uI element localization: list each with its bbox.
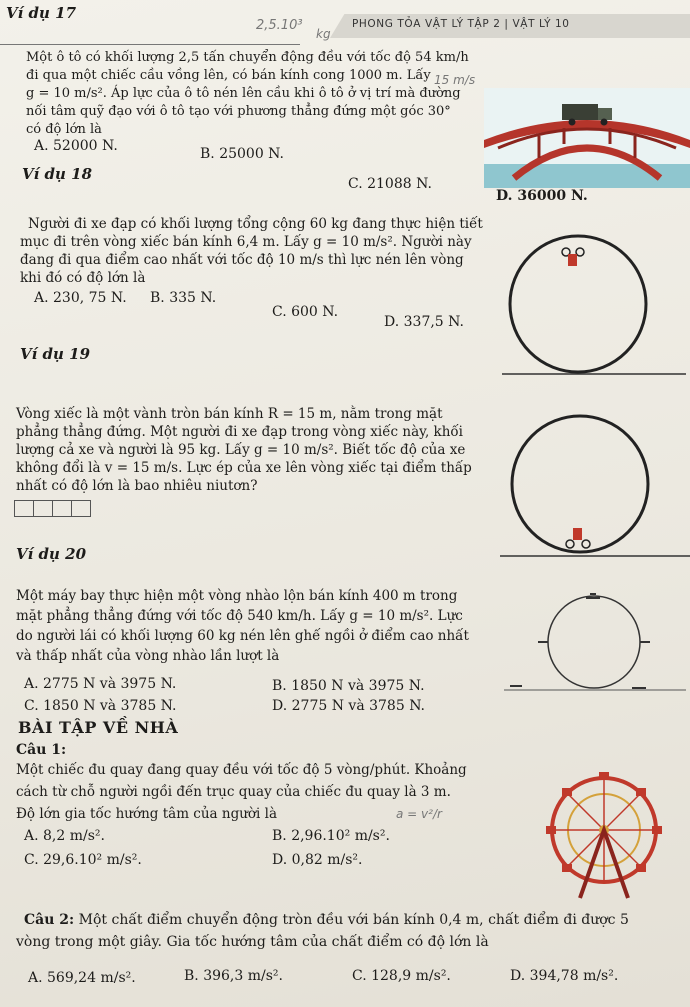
homework-title: BÀI TẬP VỀ NHÀ [18,718,179,737]
ex20-label: Ví dụ 20 [16,545,87,563]
ex18-option-a: A. 230, 75 N. [34,290,127,306]
answer-box[interactable] [71,500,91,517]
q2-option-c: C. 128,9 m/s². [352,968,451,984]
ex20-option-a: A. 2775 N và 3975 N. [24,676,177,692]
example-17-label: Ví dụ 17 [6,4,77,22]
ex19-line-5: nhất có độ lớn là bao nhiêu niutơn? [16,478,258,494]
book-title: PHONG TỎA VẬT LÝ TẬP 2 | VẬT LÝ 10 [352,18,570,30]
q2-option-a: A. 569,24 m/s². [28,970,136,986]
ex20-line-4: và thấp nhất của vòng nhào lần lượt là [16,648,280,664]
ex17-option-d: D. 36000 N. [496,188,588,204]
cyclist-top-icon [562,248,584,266]
loop-ring-figure-19 [500,410,690,562]
page-header [0,0,690,46]
ex18-option-b: B. 335 N. [150,290,217,306]
q2-label: Câu 2: [24,912,75,928]
q2-line-1 [24,912,629,928]
ex17-option-a: A. 52000 N. [34,138,118,154]
ex19-line-1: Vòng xiếc là một vành tròn bán kính R = 15 m, nằm trong mặt [16,406,443,422]
answer-boxes[interactable] [14,500,90,521]
bridge-illustration [484,88,690,188]
ex20-line-1: Một máy bay thực hiện một vòng nhào lộn bán kính 400 m trong [16,588,458,604]
q1-option-d: D. 0,82 m/s². [272,852,363,868]
q1-line-2: cách từ chỗ người ngồi đến trục quay của chiếc đu quay là 3 m. [16,784,451,800]
ex19-line-3: lượng cả xe và người là 95 kg. Lấy g = 10 m/s². Biết tốc độ của xe [16,442,466,458]
q2-option-b: B. 396,3 m/s². [184,968,283,984]
q1-line-1: Một chiếc đu quay đang quay đều với tốc độ 5 vòng/phút. Khoảng [16,762,467,778]
handwritten-mass: 2,5.10³ [256,18,303,33]
cyclist-bottom-icon [566,528,590,548]
header-divider [0,44,300,45]
handwritten-speed: 15 m/s [434,73,476,87]
ex20-line-2: mặt phẳng thẳng đứng với tốc độ 540 km/h. Lấy g = 10 m/s². Lực [16,608,463,624]
q1-line-3: Độ lớn gia tốc hướng tâm của người là [16,806,278,822]
ex17-line-4: nối tâm quỹ đạo với ô tô tạo với phương thẳng đứng một góc 30° [26,104,451,119]
airplane-loop-figure [500,590,690,702]
ex20-option-b: B. 1850 N và 3975 N. [272,678,425,694]
q1-option-a: A. 8,2 m/s². [24,828,105,844]
ex20-line-3: do người lái có khối lượng 60 kg nén lên ghế ngồi ở điểm cao nhất [16,628,469,644]
answer-box[interactable] [52,500,72,517]
ex18-line-4: khi đó có độ lớn là [20,270,146,286]
ex19-line-4: không đổi là v = 15 m/s. Lực ép của xe lên vòng xiếc tại điểm thấp [16,460,472,476]
ex18-label: Ví dụ 18 [22,165,93,183]
ex19-line-2: phẳng thẳng đứng. Một người đi xe đạp trong vòng xiếc này, khối [16,424,463,440]
answer-box[interactable] [33,500,53,517]
ex20-option-d: D. 2775 N và 3785 N. [272,698,425,714]
q2-option-d: D. 394,78 m/s². [510,968,619,984]
ex17-option-b: B. 25000 N. [200,146,284,162]
ex17-line-2: đi qua một chiếc cầu vồng lên, có bán kính cong 1000 m. Lấy [26,68,431,83]
ex17-line-3: g = 10 m/s². Áp lực của ô tô nén lên cầu khi ô tô ở vị trí mà đường [26,86,461,101]
handwritten-kg: kg [316,27,331,41]
q1-option-c: C. 29,6.10² m/s². [24,852,142,868]
answer-box[interactable] [14,500,34,517]
q1-option-b: B. 2,96.10² m/s². [272,828,390,844]
ex18-option-c: C. 600 N. [272,304,339,320]
ex18-line-3: đang đi qua điểm cao nhất với tốc độ 10 m/s thì lực nén lên vòng [20,252,464,268]
ex20-option-c: C. 1850 N và 3785 N. [24,698,177,714]
ex18-line-1: Người đi xe đạp có khối lượng tổng cộng 60 kg đang thực hiện tiết [28,216,483,232]
ferris-wheel-figure [520,770,688,902]
ex19-label: Ví dụ 19 [20,345,91,363]
q1-handwriting: a = v²/r [396,807,442,821]
ex17-line-5: có độ lớn là [26,122,102,137]
q1-label: Câu 1: [16,742,67,758]
ex17-line-1: Một ô tô có khối lượng 2,5 tấn chuyển động đều với tốc độ 54 km/h [26,50,469,65]
ex18-line-2: mục đi trên vòng xiếc bán kính 6,4 m. Lấy g = 10 m/s². Người này [20,234,472,250]
ex18-option-d: D. 337,5 N. [384,314,464,330]
loop-ring-figure-18 [498,232,688,380]
q2-line-2: vòng trong một giây. Gia tốc hướng tâm của chất điểm có độ lớn là [16,934,489,950]
q2-text-1: Một chất điểm chuyển động tròn đều với bán kính 0,4 m, chất điểm đi được 5 [78,912,629,928]
ex17-option-c: C. 21088 N. [348,176,432,192]
